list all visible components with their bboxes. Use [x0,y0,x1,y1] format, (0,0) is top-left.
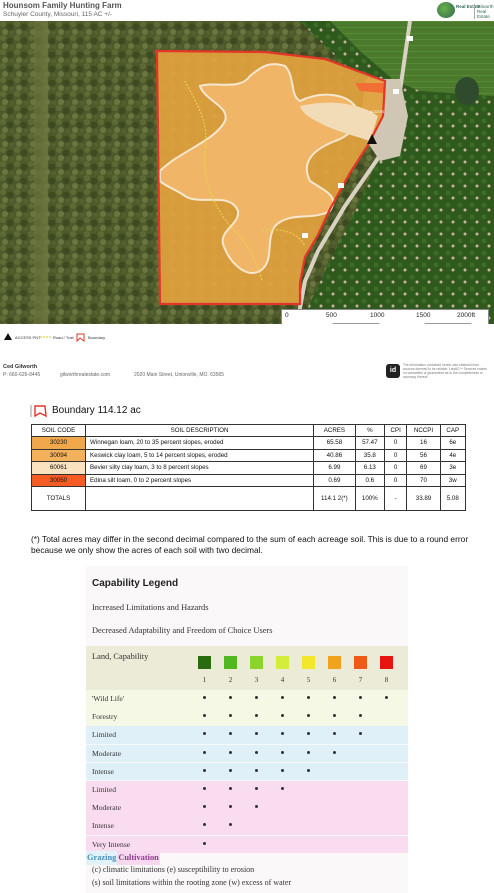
soil-percent-cell: 6.13 [355,462,384,475]
capability-dot [359,714,362,717]
soil-table-header [32,425,466,437]
col-soil-description: SOIL DESCRIPTION [86,425,314,437]
capability-row-label: Moderate [92,748,122,758]
col-cpi: CPI [384,425,407,437]
disclaimer-text: The information contained herein was obtained from sources deemed to be reliable. LandiD™ Services makes no warranties or guarantees as to the completeness or accuracy thereof. [403,363,487,379]
capability-row-cultivation [86,817,408,835]
cleared-strip [34,21,48,324]
soil-cpi-cell: 0 [384,474,407,487]
capability-dot [281,696,284,699]
soil-cpi-cell: 0 [384,449,407,462]
soil-code-cell: 30094 [32,449,86,462]
capability-dot [333,732,336,735]
soil-acres-cell: 40.86 [314,449,356,462]
soil-cap-cell: 3w [440,474,465,487]
class-5-swatch [302,656,315,669]
class-6-number: 6 [332,676,337,684]
grazing-key: Grazing [86,851,117,865]
scale-tick-0: 0 [285,312,289,319]
totals-cap: 5.08 [440,487,465,511]
soil-nccpi-cell: 69 [407,462,440,475]
soil-acres-cell: 65.58 [314,437,356,450]
agent-address: 2020 Main Street, Unionville, MO. 63565 [134,372,225,378]
soil-description-cell: Edina silt loam, 0 to 2 percent slopes [86,474,314,487]
farm-subtitle: Schuyler County, Missouri, 115 AC +/- [3,11,113,18]
legend-boundary: Boundary [88,335,106,340]
scale-tick-2000: 2000ft [457,312,476,319]
capability-dot [255,787,258,790]
capability-dot [281,769,284,772]
agent-name: Ced Gilworth [3,364,38,370]
capability-dot [255,751,258,754]
col-acres: ACRES [314,425,356,437]
totals-empty [86,487,314,511]
road-marker-top [407,36,413,41]
capability-row-cultivation [86,781,408,799]
capability-row-grazing [86,745,408,763]
class-6-swatch [328,656,341,669]
pond [455,77,479,105]
col-nccpi: NCCPI [407,425,440,437]
capability-dot [307,751,310,754]
class-7-swatch [354,656,367,669]
capability-dot [229,714,232,717]
class-3-number: 3 [254,676,259,684]
scale-tick-1500: 1500 [416,312,431,319]
capability-dot [255,805,258,808]
capability-dot [255,714,258,717]
access-point-legend-icon [4,333,12,340]
totals-label: TOTALS [32,487,86,511]
soil-code-cell: 30230 [32,437,86,450]
soil-code-cell: 30050 [32,474,86,487]
capability-dot [229,751,232,754]
legend-road-trail: Road / Trail [53,335,74,340]
soil-acres-cell: 6.99 [314,462,356,475]
soil-nccpi-cell: 16 [407,437,440,450]
capability-dot [255,769,258,772]
capability-dot [203,769,206,772]
capability-dot [203,751,206,754]
increased-limitations-text: Increased Limitations and Hazards [92,603,209,612]
capability-dot [359,732,362,735]
capability-dot [229,823,232,826]
brand-left-text: Real Estate [456,4,481,9]
soil-row [32,474,466,487]
scale-tick-1000: 1000 [370,312,385,319]
capability-dot [203,823,206,826]
capability-row-grazing [86,763,408,781]
soil-cpi-cell: 0 [384,437,407,450]
capability-dot [203,732,206,735]
road-marker-mid [393,89,399,94]
capability-dot [333,696,336,699]
capability-dot [203,842,206,845]
capability-dot [307,714,310,717]
capability-dot [229,732,232,735]
capability-dot [307,732,310,735]
brand-right-text: Gilworth Real Estate [474,4,494,19]
map-scale-bar [281,309,489,324]
capability-dot [229,787,232,790]
capability-dot [281,714,284,717]
col-soil-code: SOIL CODE [32,425,86,437]
capability-legend [86,566,408,893]
capability-dot [385,696,388,699]
capability-row-grazing [86,726,408,744]
capability-row-label: Intense [92,766,114,776]
soil-row [32,462,466,475]
soil-nccpi-cell: 70 [407,474,440,487]
capability-title: Capability Legend [92,578,179,589]
soil-cap-cell: 3e [440,462,465,475]
brand-logo [437,2,492,18]
class-4-swatch [276,656,289,669]
capability-row-label: 'Wild Life' [92,694,125,703]
capability-dot [203,805,206,808]
capability-row-label: Intense [92,821,114,831]
class-2-swatch [224,656,237,669]
soil-row [32,437,466,450]
footnote-climatic: (c) climatic limitations (e) susceptibility to erosion [92,865,255,874]
soil-totals-row [32,487,466,511]
col-percent: % [355,425,384,437]
capability-dot [281,751,284,754]
capability-dot [333,751,336,754]
capability-dot [281,787,284,790]
class-3-swatch [250,656,263,669]
capability-row-wild [86,708,408,726]
class-1-number: 1 [202,676,207,684]
class-8-swatch [380,656,393,669]
road-marker-low [338,183,344,188]
capability-dot [229,696,232,699]
boundary-acreage: Boundary 114.12 ac [52,405,141,416]
capability-dot [307,769,310,772]
agent-phone[interactable]: P: 660-626-8445 [3,372,41,378]
aerial-soil-map[interactable] [0,21,494,324]
totals-acres: 114.1 2(*) [314,487,356,511]
capability-row-label: Limited [92,785,117,794]
capability-dot [333,714,336,717]
soil-acres-cell: 0.69 [314,474,356,487]
capability-dot [203,714,206,717]
totals-cpi: - [384,487,407,511]
soil-percent-cell: 0.6 [355,474,384,487]
soil-nccpi-cell: 56 [407,449,440,462]
capability-dot [203,696,206,699]
capability-dot [255,696,258,699]
land-capability-label: Land, Capability [92,652,149,661]
totals-percent: 100% [355,487,384,511]
soil-description-cell: Keswick clay loam, 5 to 14 percent slopes, eroded [86,449,314,462]
footnote-soil: (s) soil limitations within the rooting zone (w) excess of water [92,878,292,887]
col-cap: CAP [440,425,465,437]
soil-row [32,449,466,462]
capability-dot [229,805,232,808]
capability-dot [255,732,258,735]
class-5-number: 5 [306,676,311,684]
capability-dot [229,769,232,772]
soil-cap-cell: 6e [440,437,465,450]
class-4-number: 4 [280,676,285,684]
capability-row-label: Limited [92,730,117,740]
page-header [0,0,494,21]
capability-dot [203,787,206,790]
capability-dot [359,696,362,699]
capability-row-label: Very Intense [92,839,131,849]
capability-dot [281,732,284,735]
soil-percent-cell: 57.47 [355,437,384,450]
soil-description-cell: Bevier silty clay loam, 3 to 8 percent slopes [86,462,314,475]
class-1-swatch [198,656,211,669]
brand-mark-icon [437,2,455,18]
class-2-number: 2 [228,676,233,684]
class-7-number: 7 [358,676,363,684]
soil-code-cell: 60061 [32,462,86,475]
capability-row-label: Moderate [92,803,122,813]
scale-tick-500: 500 [326,312,337,319]
class-8-number: 8 [384,676,389,684]
soil-percent-cell: 35.8 [355,449,384,462]
boundary-shape-icon [35,406,46,416]
totals-nccpi: 33.89 [407,487,440,511]
boundary-legend-icon [77,334,84,341]
capability-dot [307,696,310,699]
soil-cpi-cell: 0 [384,462,407,475]
rounding-note: (*) Total acres may differ in the second decimal compared to the sum of each acreage soil. This is due to a round error because we only show the acres of each soil with two decimal. [31,534,469,555]
capability-row-label: Forestry [92,712,118,722]
decreased-adaptability-text: Decreased Adaptability and Freedom of Choice Users [92,626,273,635]
capability-row-cultivation [86,799,408,817]
soil-table [31,424,466,511]
map-label-access: ACCESS [370,110,385,114]
road-marker-south [302,233,308,238]
grazing-cultivation-key [86,847,160,861]
agent-website[interactable]: gilworthrealestate.com [60,372,111,378]
capability-row-wild [86,690,408,708]
cultivation-key: Cultivation [117,851,160,865]
legend-access-point: ACCESS PNT [15,335,41,340]
soil-description-cell: Winnegan loam, 20 to 35 percent slopes, eroded [86,437,314,450]
farm-title: Hounsom Family Hunting Farm [3,1,122,10]
landid-logo-icon: id [386,364,400,378]
soil-cap-cell: 4e [440,449,465,462]
